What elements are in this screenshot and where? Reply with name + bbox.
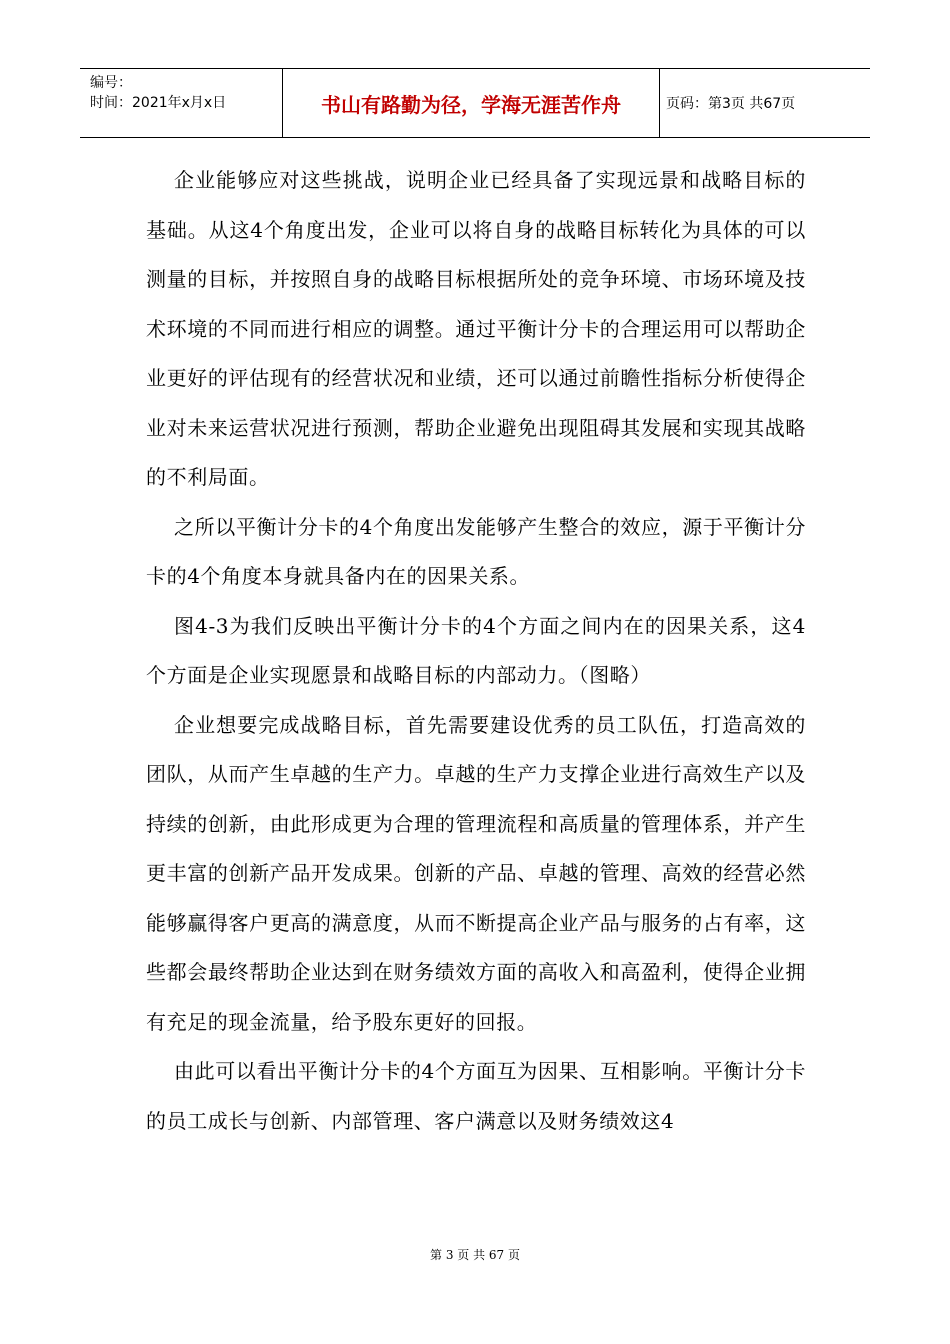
paragraph: 由此可以看出平衡计分卡的4个方面互为因果、互相影响。平衡计分卡的员工成长与创新、内部管理、客户满意以及财务绩效这4 [146, 1059, 806, 1133]
document-body [146, 156, 806, 1146]
document-header [80, 68, 870, 138]
page-footer: 第 3 页 共 67 页 [430, 1248, 520, 1262]
number-label: 编号： [90, 75, 132, 91]
paragraph: 企业能够应对这些挑战，说明企业已经具备了实现远景和战略目标的基础。从这4个角度出发，企业可以将自身的战略目标转化为具体的可以测量的目标，并按照自身的战略目标根据所处的竞争环境、市场环境及技术环境的不同而进行相应的调整。通过平衡计分卡的合理运用可以帮助企业更好的评估现有的经营状况和业绩，还可以通过前瞻性指标分析使得企业对未来运营状况进行预测，帮助企业避免出现阻碍其发展和实现其战略的不利局面。 [146, 168, 806, 489]
header-page-info: 页码：第3页 共67页 [666, 96, 796, 112]
paragraph: 企业想要完成战略目标，首先需要建设优秀的员工队伍，打造高效的团队，从而产生卓越的生产力。卓越的生产力支撑企业进行高效生产以及持续的创新，由此形成更为合理的管理流程和高质量的管理体系，并产生更丰富的创新产品开发成果。创新的产品、卓越的管理、高效的经营必然能够赢得客户更高的满意度，从而不断提高企业产品与服务的占有率，这些都会最终帮助企业达到在财务绩效方面的高收入和高盈利，使得企业拥有充足的现金流量，给予股东更好的回报。 [146, 712, 806, 1034]
paragraph: 图4-3为我们反映出平衡计分卡的4个方面之间内在的因果关系，这4个方面是企业实现愿景和战略目标的内部动力。（图略） [146, 613, 806, 687]
paragraph: 之所以平衡计分卡的4个角度出发能够产生整合的效应，源于平衡计分卡的4个角度本身就具备内在的因果关系。 [146, 514, 806, 588]
header-meta [80, 69, 283, 137]
header-motto: 书山有路勤为径，学海无涯苦作舟 [283, 69, 660, 137]
date-line: 时间：2021年x月x日 [90, 95, 227, 111]
